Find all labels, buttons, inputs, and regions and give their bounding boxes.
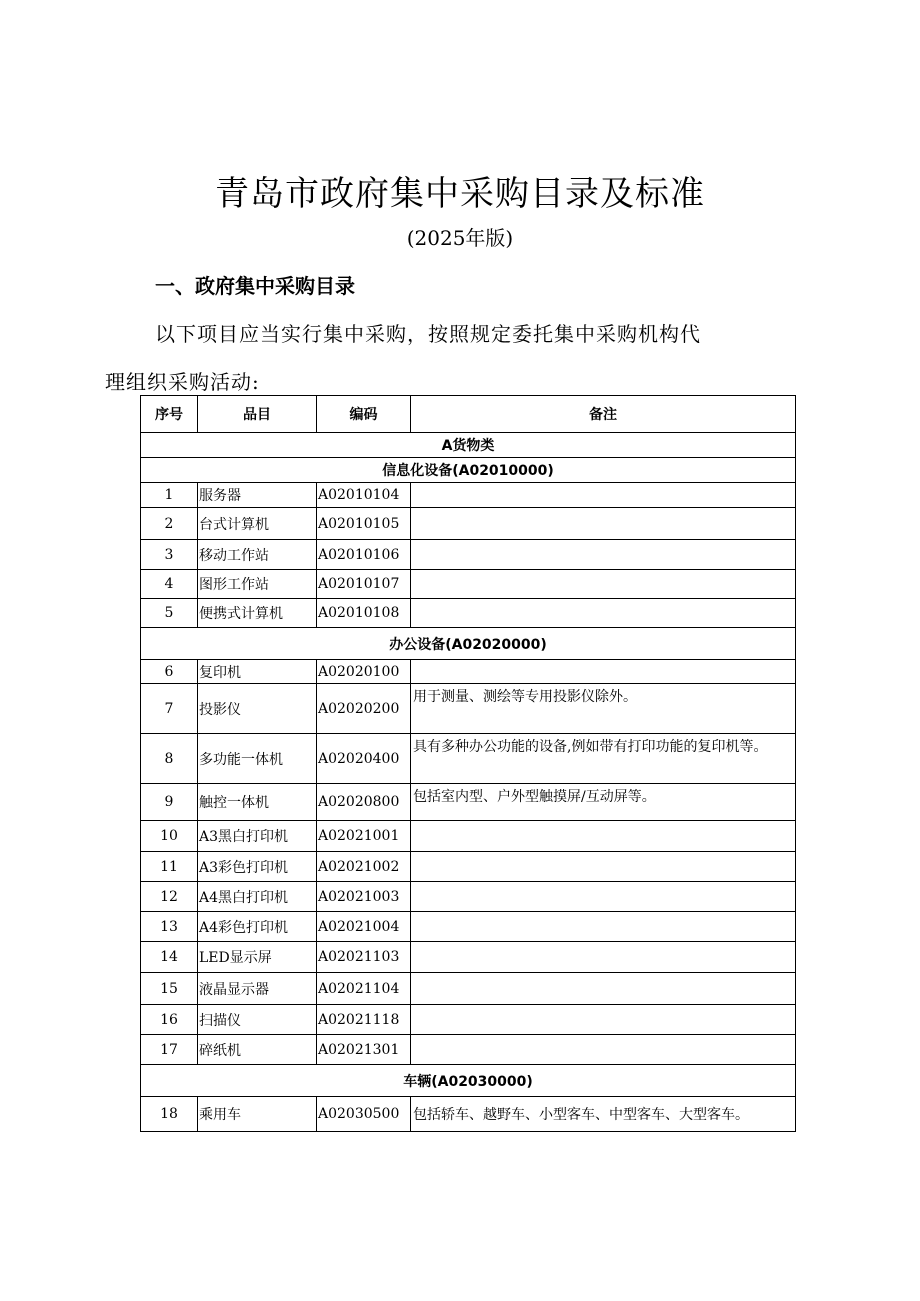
table-row — [141, 784, 796, 821]
table-row — [141, 973, 796, 1005]
row-item: A4黑白打印机 — [198, 882, 317, 912]
row-code: A02021301 — [317, 1035, 411, 1065]
row-code: A02010108 — [317, 599, 411, 628]
row-item: 投影仪 — [198, 684, 317, 734]
intro-paragraph-line2: 理组织采购活动: — [105, 370, 260, 394]
table-row — [141, 734, 796, 784]
row-item: 扫描仪 — [198, 1005, 317, 1035]
row-no: 18 — [141, 1097, 198, 1132]
row-note — [411, 660, 796, 684]
row-item: 液晶显示器 — [198, 973, 317, 1005]
row-item: LED显示屏 — [198, 942, 317, 973]
row-note: 包括轿车、越野车、小型客车、中型客车、大型客车。 — [411, 1097, 796, 1132]
row-code: A02010104 — [317, 483, 411, 508]
table-row — [141, 599, 796, 628]
group-label: 车辆(A02030000) — [141, 1065, 796, 1097]
row-note: 包括室内型、户外型触摸屏/互动屏等。 — [411, 784, 796, 821]
row-code: A02021002 — [317, 852, 411, 882]
intro-paragraph-line1: 以下项目应当实行集中采购，按照规定委托集中采购机构代 — [155, 322, 701, 346]
row-note — [411, 973, 796, 1005]
procurement-table — [140, 395, 796, 1132]
row-no: 6 — [141, 660, 198, 684]
row-item: 服务器 — [198, 483, 317, 508]
row-no: 5 — [141, 599, 198, 628]
row-item: 乘用车 — [198, 1097, 317, 1132]
row-note — [411, 508, 796, 540]
row-note — [411, 1005, 796, 1035]
group-row — [141, 628, 796, 660]
table-row — [141, 1035, 796, 1065]
group-label: 办公设备(A02020000) — [141, 628, 796, 660]
row-item: 便携式计算机 — [198, 599, 317, 628]
row-item: 台式计算机 — [198, 508, 317, 540]
row-item: A3黑白打印机 — [198, 821, 317, 852]
table-row — [141, 540, 796, 570]
header-code: 编码 — [317, 396, 411, 433]
table-row — [141, 852, 796, 882]
row-note: 用于测量、测绘等专用投影仪除外。 — [411, 684, 796, 734]
row-no: 14 — [141, 942, 198, 973]
group-row — [141, 1065, 796, 1097]
row-code: A02020100 — [317, 660, 411, 684]
header-no: 序号 — [141, 396, 198, 433]
header-note: 备注 — [411, 396, 796, 433]
row-code: A02021004 — [317, 912, 411, 942]
row-note — [411, 821, 796, 852]
group-label: 信息化设备(A02010000) — [141, 458, 796, 483]
row-code: A02021104 — [317, 973, 411, 1005]
row-no: 15 — [141, 973, 198, 1005]
row-note — [411, 483, 796, 508]
table-header-row — [141, 396, 796, 433]
row-no: 7 — [141, 684, 198, 734]
row-code: A02021103 — [317, 942, 411, 973]
table-row — [141, 882, 796, 912]
section-heading: 一、政府集中采购目录 — [155, 274, 355, 298]
row-note — [411, 599, 796, 628]
row-code: A02010106 — [317, 540, 411, 570]
row-code: A02010105 — [317, 508, 411, 540]
row-code: A02020200 — [317, 684, 411, 734]
row-note — [411, 912, 796, 942]
row-item: 触控一体机 — [198, 784, 317, 821]
row-code: A02010107 — [317, 570, 411, 599]
group-row — [141, 458, 796, 483]
table-row — [141, 684, 796, 734]
row-code: A02020400 — [317, 734, 411, 784]
row-no: 11 — [141, 852, 198, 882]
row-code: A02021003 — [317, 882, 411, 912]
table-row — [141, 1097, 796, 1132]
table-row — [141, 1005, 796, 1035]
row-item: 图形工作站 — [198, 570, 317, 599]
table-row — [141, 821, 796, 852]
row-note — [411, 540, 796, 570]
row-code: A02021118 — [317, 1005, 411, 1035]
row-no: 10 — [141, 821, 198, 852]
table-row — [141, 942, 796, 973]
row-code: A02021001 — [317, 821, 411, 852]
row-no: 3 — [141, 540, 198, 570]
header-item: 品目 — [198, 396, 317, 433]
row-item: 复印机 — [198, 660, 317, 684]
page-title: 青岛市政府集中采购目录及标准 — [215, 174, 705, 214]
row-note: 具有多种办公功能的设备,例如带有打印功能的复印机等。 — [411, 734, 796, 784]
row-item: 碎纸机 — [198, 1035, 317, 1065]
category-row — [141, 433, 796, 458]
table-row — [141, 912, 796, 942]
row-item: 多功能一体机 — [198, 734, 317, 784]
row-code: A02020800 — [317, 784, 411, 821]
row-no: 4 — [141, 570, 198, 599]
table-row — [141, 483, 796, 508]
row-no: 1 — [141, 483, 198, 508]
row-no: 13 — [141, 912, 198, 942]
row-code: A02030500 — [317, 1097, 411, 1132]
row-no: 2 — [141, 508, 198, 540]
row-no: 8 — [141, 734, 198, 784]
row-note — [411, 570, 796, 599]
row-item: 移动工作站 — [198, 540, 317, 570]
row-note — [411, 1035, 796, 1065]
row-no: 16 — [141, 1005, 198, 1035]
row-no: 9 — [141, 784, 198, 821]
edition-label: (2025年版) — [406, 226, 514, 250]
row-item: A4彩色打印机 — [198, 912, 317, 942]
row-no: 12 — [141, 882, 198, 912]
row-note — [411, 882, 796, 912]
table-row — [141, 508, 796, 540]
table-row — [141, 570, 796, 599]
table-row — [141, 660, 796, 684]
row-no: 17 — [141, 1035, 198, 1065]
row-note — [411, 942, 796, 973]
row-note — [411, 852, 796, 882]
row-item: A3彩色打印机 — [198, 852, 317, 882]
category-label: A货物类 — [141, 433, 796, 458]
